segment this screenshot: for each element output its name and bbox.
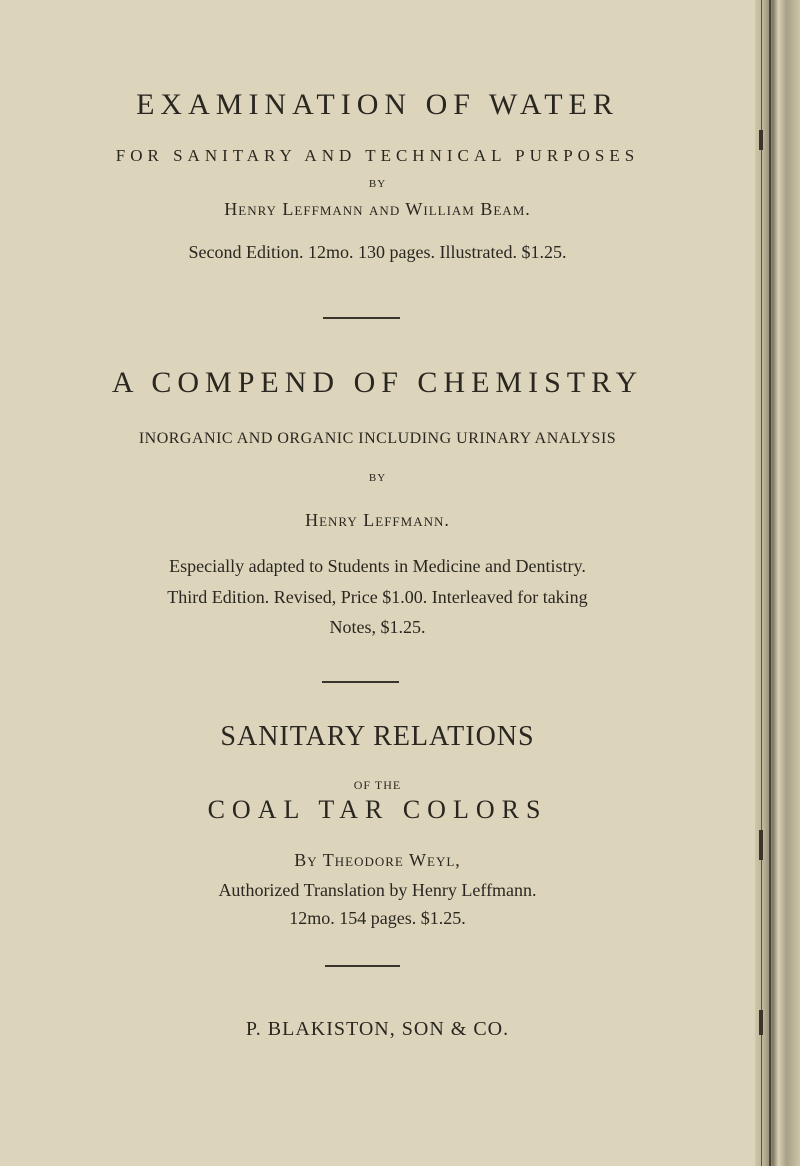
book2-desc-line2: Third Edition. Revised, Price $1.00. Interleaved for taking bbox=[167, 587, 588, 607]
book3-translation: Authorized Translation by Henry Leffmann. bbox=[218, 880, 537, 900]
book1-authors: Henry Leffmann and William Beam. bbox=[224, 199, 531, 219]
book1-details: Second Edition. 12mo. 130 pages. Illustrated. $1.25. bbox=[188, 242, 567, 262]
book2-author: Henry Leffmann. bbox=[305, 510, 450, 530]
publisher: P. BLAKISTON, SON & CO. bbox=[245, 1018, 510, 1040]
book3-title1: SANITARY RELATIONS bbox=[220, 721, 535, 752]
page-edge bbox=[755, 0, 800, 1166]
book3-author: By Theodore Weyl, bbox=[294, 850, 461, 870]
book2-by: BY bbox=[368, 472, 387, 484]
book3-of-the: OF THE bbox=[353, 778, 402, 792]
book2-desc-line3: Notes, $1.25. bbox=[329, 617, 426, 637]
book1-by: BY bbox=[368, 178, 387, 190]
book2-subtitle: INORGANIC AND ORGANIC INCLUDING URINARY ANALYSIS bbox=[138, 430, 617, 447]
book2-title: A COMPEND OF CHEMISTRY bbox=[111, 366, 644, 399]
book3-title2: COAL TAR COLORS bbox=[207, 795, 548, 824]
book1-title: EXAMINATION OF WATER bbox=[136, 88, 619, 121]
divider bbox=[323, 317, 400, 319]
divider bbox=[325, 965, 400, 967]
book2-desc-line1: Especially adapted to Students in Medicine and Dentistry. bbox=[169, 556, 586, 576]
book1-subtitle: FOR SANITARY AND TECHNICAL PURPOSES bbox=[115, 146, 640, 165]
divider bbox=[322, 681, 399, 683]
book3-details: 12mo. 154 pages. $1.25. bbox=[289, 908, 466, 928]
